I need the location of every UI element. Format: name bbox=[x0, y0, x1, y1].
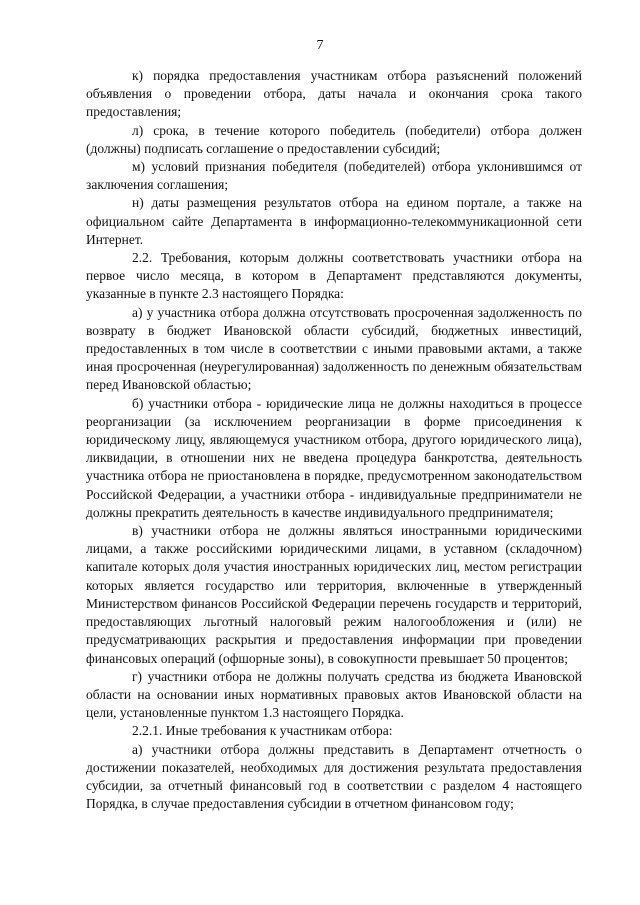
paragraph-2-2-a: а) у участника отбора должна отсутствовать просроченная задолженность по возврату в бюджет Ивановской области субсидий, бюджетных инвестиций, предоставленных в том числе в соответствии с иными правовыми актами, а также иная просроченная (неурегулированная) задолженность по денежным обязательствам перед Ивановской областью; bbox=[86, 304, 582, 393]
page-number: 7 bbox=[316, 38, 324, 53]
paragraph-2-2-g: г) участники отбора не должны получать средства из бюджета Ивановской области на основании иных нормативных правовых актов Ивановской области на цели, установленные пунктом 1.3 настоящего Порядка. bbox=[86, 668, 582, 721]
paragraph-2-2-1: 2.2.1. Иные требования к участникам отбора: bbox=[132, 723, 393, 739]
paragraph-n: н) даты размещения результатов отбора на едином портале, а также на официальном сайте Департамента в информационно-телекоммуникационной сети Интернет. bbox=[86, 195, 582, 247]
paragraph-2-2-1-a: а) участники отбора должны представить в Департамент отчетность о достижении показателей, необходимых для достижения результата предоставления субсидии, за отчетный финансовый год в соответствии с разделом 4 настоящего Порядка, в случае предоставления субсидии в отчетном финансовом году; bbox=[86, 741, 582, 812]
paragraph-2-2-v: в) участники отбора не должны являться иностранными юридическими лицами, а также российскими юридическими лицами, в уставном (складочном) капитале которых доля участия иностранных юридических лиц, местом регистрации которых является государство или территория, включенные в утвержденный Министерством финансов Российской Федерации перечень государств и территорий, предоставляющих льготный налоговый режим налогообложения и (или) не предусматривающих раскрытия и предоставления информации при проведении финансовых операций (офшорные зоны), в совокупности превышает 50 процентов; bbox=[86, 523, 582, 666]
document-body bbox=[86, 67, 582, 813]
paragraph-2-2-b: б) участники отбора - юридические лица не должны находиться в процессе реорганизации (за исключением реорганизации в форме присоединения к юридическому лицу, являющемуся участником отбора, другого юридического лица), ликвидации, в отношении них не введена процедура банкротства, деятельность участника отбора не приостановлена в порядке, предусмотренном законодательством Российской Федерации, а участники отбора - индивидуальные предприниматели не должны прекратить деятельность в качестве индивидуального предпринимателя; bbox=[86, 395, 582, 520]
paragraph-2-2: 2.2. Требования, которым должны соответствовать участники отбора на первое число месяца, в котором в Департамент представляются документы, указанные в пункте 2.3 настоящего Порядка: bbox=[86, 250, 582, 302]
paragraph-k: к) порядка предоставления участникам отбора разъяснений положений объявления о проведении отбора, даты начала и окончания срока такого предоставления; bbox=[86, 68, 582, 120]
paragraph-m: м) условий признания победителя (победителей) отбора уклонившимся от заключения соглашения; bbox=[86, 159, 582, 193]
paragraph-l: л) срока, в течение которого победитель (победители) отбора должен (должны) подписать соглашение о предоставлении субсидий; bbox=[86, 122, 582, 156]
